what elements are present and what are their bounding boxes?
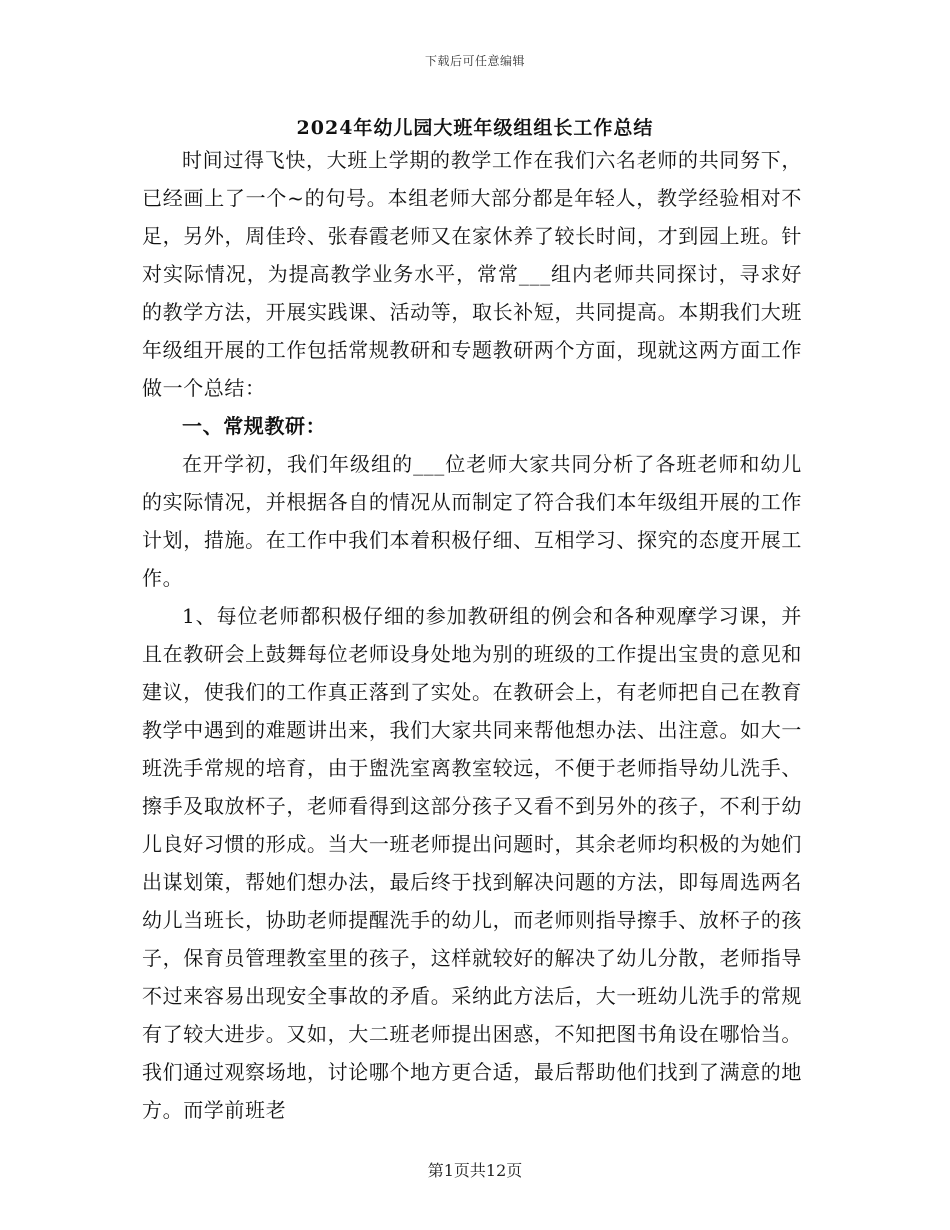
section-paragraph: 在开学初，我们年级组的___位老师大家共同分析了各班老师和幼儿的实际情况，并根据各自的情况从而制定了符合我们本年级组开展的工作计划，措施。在工作中我们本着积极仔细、互相学习、探究的态度开展工作。: [142, 452, 802, 590]
document-title: 2024年幼儿园大班年级组组长工作总结: [296, 117, 654, 139]
document-body: [142, 141, 802, 1129]
header-note: 下载后可任意编辑: [424, 54, 525, 68]
page-number: 第1页共12页: [427, 1161, 523, 1180]
section-paragraph: 1、每位老师都积极仔细的参加教研组的例会和各种观摩学习课，并且在教研会上鼓舞每位老师设身处地为别的班级的工作提出宝贵的意见和建议，使我们的工作真正落到了实处。在教研会上，有老师把自己在教育教学中遇到的难题讲出来，我们大家共同来帮他想办法、出注意。如大一班洗手常规的培育，由于盥洗室离教室较远，不便于老师指导幼儿洗手、擦手及取放杯子，老师看得到这部分孩子又看不到另外的孩子，不利于幼儿良好习惯的形成。当大一班老师提出问题时，其余老师均积极的为她们出谋划策，帮她们想办法，最后终于找到解决问题的方法，即每周选两名幼儿当班长，协助老师提醒洗手的幼儿，而老师则指导擦手、放杯子的孩子，保育员管理教室里的孩子，这样就较好的解决了幼儿分散，老师指导不过来容易出现安全事故的矛盾。采纳此方法后，大一班幼儿洗手的常规有了较大进步。又如，大二班老师提出困惑，不知把图书角设在哪恰当。我们通过观察场地，讨论哪个地方更合适，最后帮助他们找到了满意的地方。而学前班老: [142, 604, 802, 1122]
section-heading: 一、常规教研：: [182, 414, 327, 438]
intro-paragraph: 时间过得飞快，大班上学期的教学工作在我们六名老师的共同努下，已经画上了一个~的句号。本组老师大部分都是年轻人，教学经验相对不足，另外，周佳玲、张春霞老师又在家休养了较长时间，才到园上班。针对实际情况，为提高教学业务水平，常常___组内老师共同探讨，寻求好的教学方法，开展实践课、活动等，取长补短，共同提高。本期我们大班年级组开展的工作包括常规教研和专题教研两个方面，现就这两方面工作做一个总结：: [142, 148, 802, 400]
